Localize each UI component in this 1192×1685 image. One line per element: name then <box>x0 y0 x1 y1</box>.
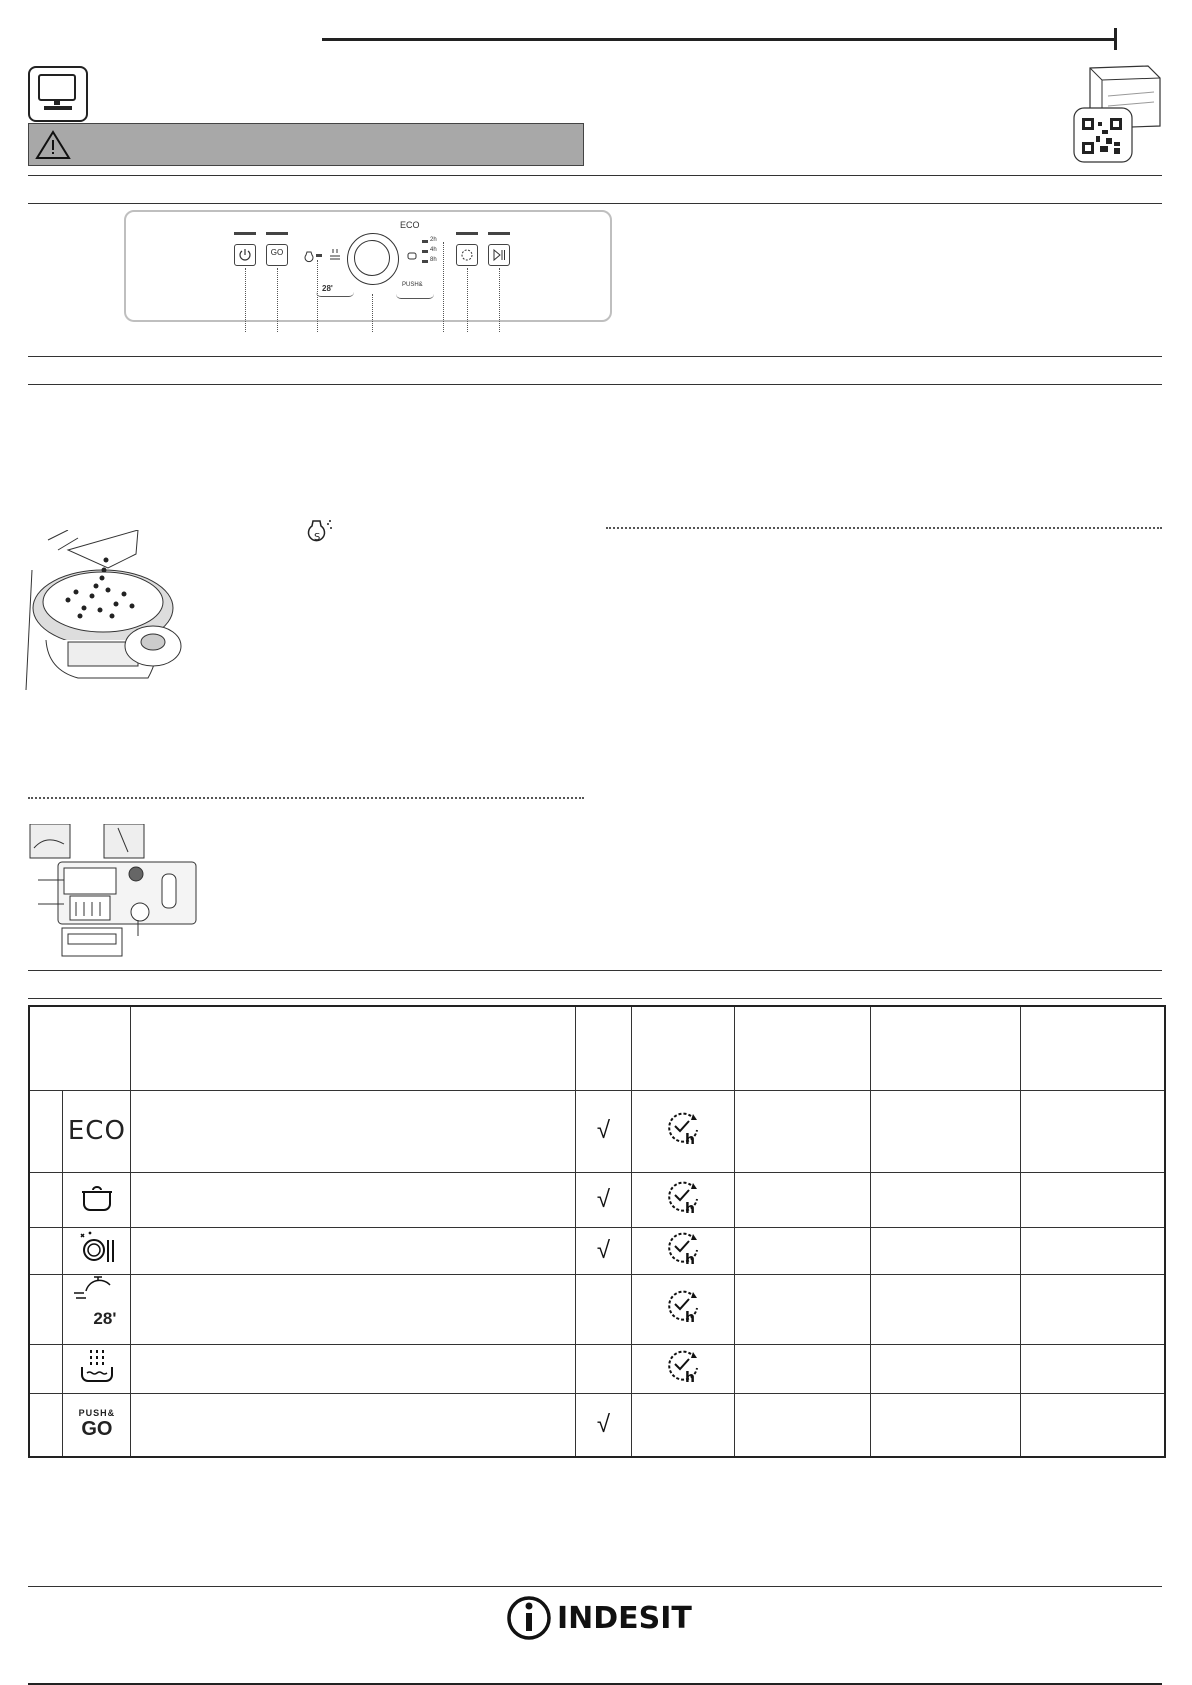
delay-timer-icon <box>632 1172 735 1227</box>
water-cell <box>871 1393 1021 1457</box>
row-number-cell <box>29 1172 63 1227</box>
pushgo-button[interactable] <box>266 244 288 266</box>
delay-led-8h <box>422 260 428 263</box>
rule-2 <box>28 203 1162 204</box>
table-row <box>29 1227 1165 1274</box>
svg-text:S: S <box>314 532 321 543</box>
panel-pushgo-mark <box>402 282 436 292</box>
tablet-check-cell <box>575 1172 632 1227</box>
description-cell <box>131 1344 575 1393</box>
power-button[interactable] <box>234 244 256 266</box>
push-go-label: GO <box>81 1418 113 1441</box>
delay-timer-icon <box>632 1227 735 1274</box>
header-cell-program <box>29 1006 131 1090</box>
rule-5 <box>28 970 1162 971</box>
energy-cell <box>1020 1393 1165 1457</box>
delay-led-4h <box>422 250 428 253</box>
leader-delay-leds <box>443 242 444 332</box>
dotted-rule-right <box>606 527 1162 529</box>
row-number-cell <box>29 1090 63 1172</box>
tablet-check-cell <box>575 1227 632 1274</box>
warning-triangle-icon <box>35 130 71 160</box>
row-number-cell <box>29 1344 63 1393</box>
tablet-check-cell <box>575 1393 632 1457</box>
description-cell <box>131 1393 575 1457</box>
brand-logo <box>505 1595 692 1641</box>
push-go-icon <box>63 1393 131 1457</box>
top-rule-end <box>1114 28 1117 50</box>
duration-cell <box>735 1274 871 1344</box>
dotted-rule-left <box>28 797 584 799</box>
pot-program-icon <box>407 248 417 258</box>
delay-label-4h: 4h <box>430 247 437 253</box>
top-rule <box>322 38 1116 41</box>
tablet-check-cell <box>575 1344 632 1393</box>
quick-28-icon <box>63 1274 131 1344</box>
table-row <box>29 1172 1165 1227</box>
table-row <box>29 1393 1165 1457</box>
delay-label-8h: 8h <box>430 257 437 263</box>
water-cell <box>871 1227 1021 1274</box>
play-pause-icon <box>492 248 506 262</box>
header-cell-description <box>131 1006 575 1090</box>
leader-pushgo <box>277 268 278 332</box>
rule-6 <box>28 998 1162 999</box>
duration-cell <box>735 1344 871 1393</box>
table-row <box>29 1090 1165 1172</box>
eco-icon: ECO <box>63 1090 131 1172</box>
energy-cell <box>1020 1227 1165 1274</box>
quick-28-label: 28' <box>93 1308 117 1328</box>
check-mark: √ <box>596 1117 611 1144</box>
power-button-bar <box>234 232 256 235</box>
leader-delay <box>467 268 468 332</box>
control-panel <box>124 210 612 322</box>
header-cell-energy <box>1020 1006 1165 1090</box>
duration-cell <box>735 1393 871 1457</box>
svg-text:h: h <box>685 1200 696 1217</box>
water-cell <box>871 1274 1021 1344</box>
monitor-icon <box>28 66 88 122</box>
rule-1 <box>28 175 1162 176</box>
salt-led <box>316 254 322 257</box>
program-dial[interactable] <box>347 233 399 285</box>
pushgo-button-label: GO <box>270 248 284 257</box>
row-number-cell <box>29 1227 63 1274</box>
duration-cell <box>735 1172 871 1227</box>
delay-timer-small-icon <box>460 248 474 262</box>
salt-indicator-icon <box>304 250 314 262</box>
leader-dial <box>372 294 373 332</box>
energy-cell <box>1020 1344 1165 1393</box>
check-mark: √ <box>596 1236 611 1264</box>
delay-label-2h: 2h <box>430 237 437 243</box>
water-cell <box>871 1172 1021 1227</box>
qr-code-icon <box>1082 118 1122 154</box>
svg-text:h: h <box>685 1251 696 1268</box>
leader-power <box>245 268 246 332</box>
footer-rule <box>28 1586 1162 1587</box>
table-row <box>29 1274 1165 1344</box>
water-cell <box>871 1090 1021 1172</box>
power-icon <box>238 248 252 262</box>
header-cell-water <box>871 1006 1021 1090</box>
dishwasher-illustration <box>1068 56 1168 168</box>
panel-quick-underline <box>316 292 354 297</box>
panel-pushgo-top: PUSH& <box>402 282 423 288</box>
header-cell-duration <box>735 1006 871 1090</box>
panel-eco-label: ECO <box>400 220 420 230</box>
program-dial-inner <box>354 240 390 276</box>
energy-cell <box>1020 1274 1165 1344</box>
rinse-aid-icon <box>328 247 342 261</box>
pushgo-button-bar <box>266 232 288 235</box>
push-go-top-label: PUSH& <box>78 1408 116 1419</box>
salt-reservoir-illustration <box>18 530 198 690</box>
check-mark: √ <box>596 1185 611 1213</box>
row-number-cell <box>29 1393 63 1457</box>
pot-icon <box>63 1172 131 1227</box>
tablet-check-cell <box>575 1090 632 1172</box>
delay-button[interactable] <box>456 244 478 266</box>
water-cell <box>871 1344 1021 1393</box>
check-mark: √ <box>596 1410 611 1438</box>
panel-quick-label: 28' <box>322 284 333 293</box>
description-cell <box>131 1274 575 1344</box>
delay-timer-icon <box>632 1274 735 1344</box>
delay-button-bar <box>456 232 478 235</box>
energy-cell <box>1020 1172 1165 1227</box>
svg-text:h: h <box>685 1310 696 1326</box>
duration-cell <box>735 1090 871 1172</box>
svg-text:h: h <box>685 1132 696 1148</box>
salt-icon <box>306 518 334 546</box>
brand-logo-mark <box>505 1595 555 1641</box>
detergent-dispenser-illustration <box>28 824 200 960</box>
prewash-icon <box>63 1344 131 1393</box>
warning-banner <box>28 123 584 166</box>
delay-timer-icon <box>632 1090 735 1172</box>
options-cell <box>632 1393 735 1457</box>
energy-cell <box>1020 1090 1165 1172</box>
svg-text:h: h <box>685 1369 696 1386</box>
delay-timer-icon <box>632 1344 735 1393</box>
row-number-cell <box>29 1274 63 1344</box>
table-row <box>29 1344 1165 1393</box>
rule-4 <box>28 384 1162 385</box>
start-pause-button-bar <box>488 232 510 235</box>
daily-dishes-icon <box>63 1227 131 1274</box>
duration-cell <box>735 1227 871 1274</box>
delay-led-2h <box>422 240 428 243</box>
description-cell <box>131 1090 575 1172</box>
program-table <box>28 1005 1166 1458</box>
rule-3 <box>28 356 1162 357</box>
description-cell <box>131 1172 575 1227</box>
table-header-row <box>29 1006 1165 1090</box>
tablet-check-cell <box>575 1274 632 1344</box>
brand-name: INDESIT <box>557 1601 692 1636</box>
panel-pushgo-underline <box>396 294 434 299</box>
header-cell-options <box>632 1006 735 1090</box>
start-pause-button[interactable] <box>488 244 510 266</box>
description-cell <box>131 1227 575 1274</box>
leader-start <box>499 268 500 332</box>
leader-salt <box>317 260 318 332</box>
header-cell-tablet <box>575 1006 632 1090</box>
